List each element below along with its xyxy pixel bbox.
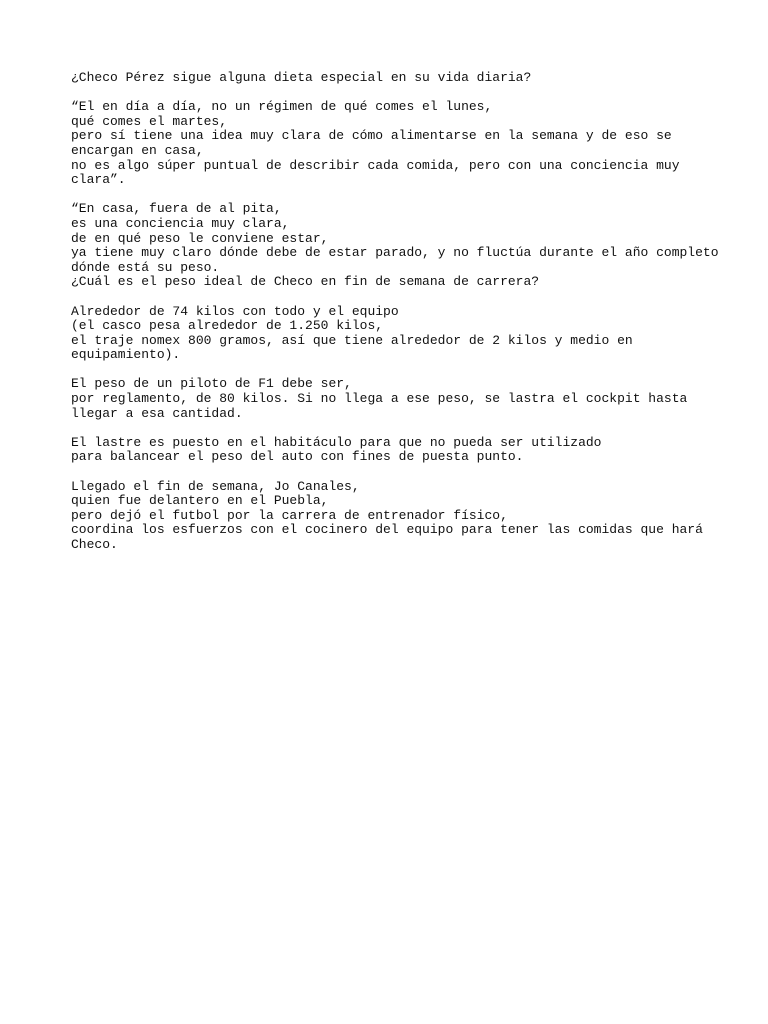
text-line: es una conciencia muy clara, bbox=[71, 215, 290, 231]
paragraph-f1-regulation bbox=[71, 377, 731, 421]
text-line: “El en día a día, no un régimen de qué comes el lunes, bbox=[71, 99, 493, 115]
text-line: Llegado el fin de semana, Jo Canales, bbox=[71, 478, 360, 494]
text-line: ya tiene muy claro dónde debe de estar parado, y no fluctúa durante el año completo bbox=[71, 245, 719, 261]
paragraph-ballast bbox=[71, 436, 731, 465]
text-line: pero dejó el futbol por la carrera de entrenador físico, bbox=[71, 507, 508, 523]
paragraph-weight-quote bbox=[71, 202, 731, 290]
text-line: para balancear el peso del auto con fines de puesta punto. bbox=[71, 449, 524, 465]
text-line: clara”. bbox=[71, 172, 126, 188]
text-line: coordina los esfuerzos con el cocinero del equipo para tener las comidas que hará bbox=[71, 522, 703, 538]
paragraph-diet-quote bbox=[71, 100, 731, 188]
text-line: Alrededor de 74 kilos con todo y el equipo bbox=[71, 303, 399, 319]
text-line: ¿Cuál es el peso ideal de Checo en fin de semana de carrera? bbox=[71, 274, 540, 290]
text-line: por reglamento, de 80 kilos. Si no llega a ese peso, se lastra el cockpit hasta bbox=[71, 391, 688, 407]
text-line: ¿Checo Pérez sigue alguna dieta especial en su vida diaria? bbox=[71, 70, 532, 85]
document-page bbox=[71, 71, 731, 567]
text-line: equipamiento). bbox=[71, 347, 181, 363]
text-line: encargan en casa, bbox=[71, 142, 204, 158]
text-line: qué comes el martes, bbox=[71, 113, 228, 129]
text-line: el traje nomex 800 gramos, así que tiene alrededor de 2 kilos y medio en bbox=[71, 332, 633, 348]
text-line: El peso de un piloto de F1 debe ser, bbox=[71, 376, 352, 392]
text-line: quien fue delantero en el Puebla, bbox=[71, 493, 329, 509]
text-line: llegar a esa cantidad. bbox=[71, 405, 243, 421]
text-line: El lastre es puesto en el habitáculo para que no pueda ser utilizado bbox=[71, 434, 602, 450]
paragraph-equipment-weight bbox=[71, 305, 731, 363]
text-line: (el casco pesa alrededor de 1.250 kilos, bbox=[71, 318, 384, 334]
text-line: Checo. bbox=[71, 537, 118, 552]
text-line: no es algo súper puntual de describir cada comida, pero con una conciencia muy bbox=[71, 157, 680, 173]
paragraph-question-diet bbox=[71, 71, 731, 86]
text-line: pero sí tiene una idea muy clara de cómo alimentarse en la semana y de eso se bbox=[71, 128, 672, 144]
text-line: de en qué peso le conviene estar, bbox=[71, 230, 329, 246]
text-line: “En casa, fuera de al pita, bbox=[71, 201, 282, 217]
text-line: dónde está su peso. bbox=[71, 259, 220, 275]
paragraph-race-weekend bbox=[71, 480, 731, 553]
